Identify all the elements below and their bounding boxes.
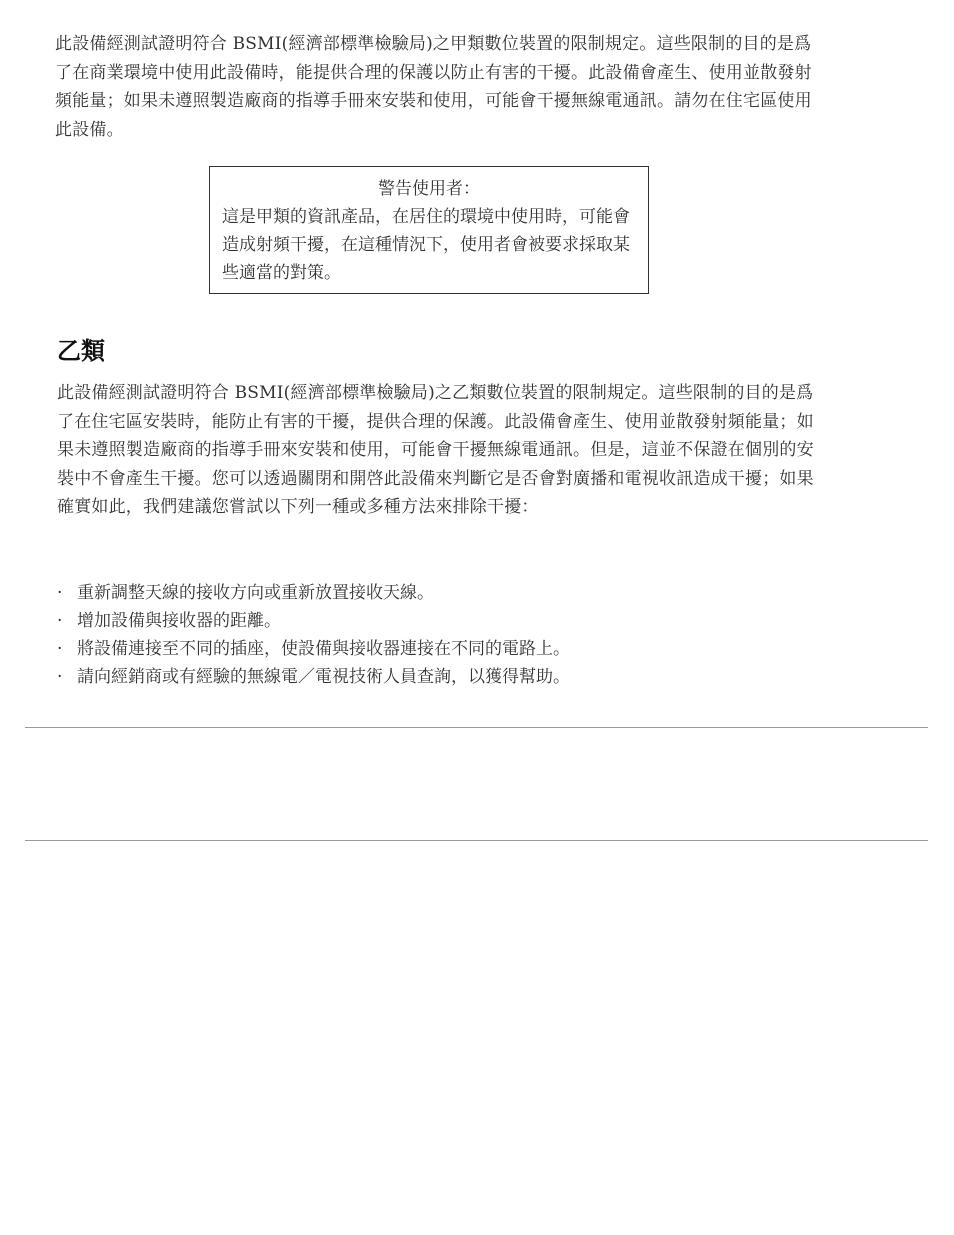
- list-item-text: 將設備連接至不同的插座，使設備與接收器連接在不同的電路上。: [77, 639, 570, 659]
- divider: [25, 727, 928, 728]
- warning-title: 警告使用者：: [378, 179, 480, 199]
- list-item: [57, 663, 857, 691]
- bullet-marker: ·: [57, 639, 63, 659]
- list-item: [57, 635, 857, 663]
- bullet-marker: ·: [57, 667, 63, 687]
- list-item-text: 重新調整天線的接收方向或重新放置接收天線。: [77, 583, 434, 603]
- class-b-paragraph: 此設備經測試證明符合 BSMI(經濟部標準檢驗局)之乙類數位裝置的限制規定。這些限制的目的是爲了在住宅區安裝時，能防止有害的干擾，提供合理的保護。此設備會產生、使用並散發射頻能量；如果未遵照製造廠商的指導手冊來安裝和使用，可能會干擾無線電通訊。但是，這並不保證在個別的安裝中不會產生干擾。您可以透過關閉和開啓此設備來判斷它是否會對廣播和電視收訊造成干擾；如果確實如此，我們建議您嘗試以下列一種或多種方法來排除干擾：: [57, 383, 814, 517]
- list-item-text: 請向經銷商或有經驗的無線電／電視技術人員查詢，以獲得幫助。: [77, 667, 570, 687]
- divider: [25, 840, 928, 841]
- bullet-marker: ·: [57, 583, 63, 603]
- class-b-heading: 乙類: [57, 337, 105, 365]
- warning-box: [209, 166, 649, 294]
- bullet-marker: ·: [57, 611, 63, 631]
- warning-body: 這是甲類的資訊產品，在居住的環境中使用時，可能會造成射頻干擾，在這種情況下，使用者會被要求採取某些適當的對策。: [222, 207, 630, 283]
- class-a-paragraph: 此設備經測試證明符合 BSMI(經濟部標準檢驗局)之甲類數位裝置的限制規定。這些限制的目的是爲了在商業環境中使用此設備時，能提供合理的保護以防止有害的干擾。此設備會產生、使用並散發射頻能量；如果未遵照製造廠商的指導手冊來安裝和使用，可能會干擾無線電通訊。請勿在住宅區使用此設備。: [55, 34, 812, 140]
- remedy-list: [57, 579, 857, 691]
- list-item: [57, 607, 857, 635]
- list-item-text: 增加設備與接收器的距離。: [77, 611, 281, 631]
- list-item: [57, 579, 857, 607]
